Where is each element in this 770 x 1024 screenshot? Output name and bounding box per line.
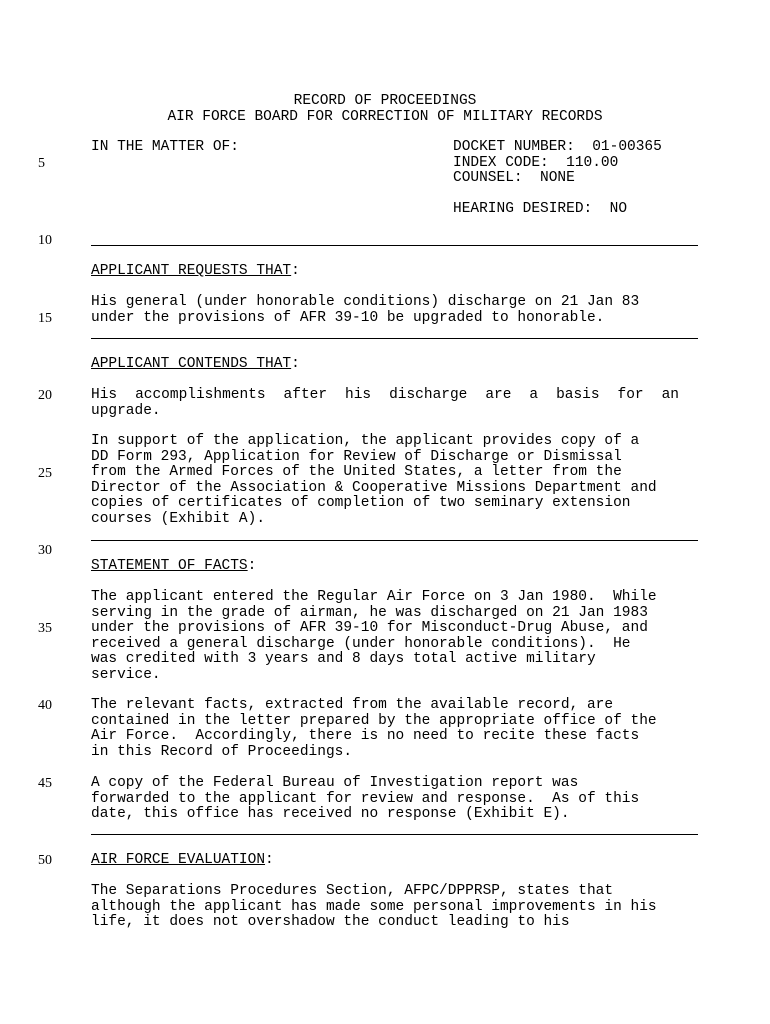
line-number: 30 [38, 543, 52, 558]
heading-colon: : [247, 558, 257, 574]
text-line: The applicant entered the Regular Air Force on 3 Jan 1980. While [91, 589, 657, 605]
text-line: His accomplishments after his discharge are a basis for an [91, 387, 679, 403]
docket-number: DOCKET NUMBER: 01-00365 [453, 139, 662, 155]
text-line: Director of the Association & Cooperative Missions Department and [91, 479, 657, 496]
text-line: The relevant facts, extracted from the available record, are [91, 697, 614, 713]
heading-text: STATEMENT OF FACTS [91, 558, 248, 574]
text-line: A copy of the Federal Bureau of Investigation report was [91, 775, 579, 791]
text-line: copies of certificates of completion of two seminary extension [91, 495, 631, 511]
heading-text: APPLICANT CONTENDS THAT [91, 356, 292, 372]
section-divider [91, 245, 698, 246]
section-divider [91, 834, 698, 835]
index-code: INDEX CODE: 110.00 [453, 154, 619, 171]
matter-label: IN THE MATTER OF: [91, 139, 239, 155]
line-number: 45 [38, 776, 52, 791]
line-number: 15 [38, 311, 52, 326]
heading-text: APPLICANT REQUESTS THAT [91, 263, 292, 279]
text-line: service. [91, 666, 161, 683]
hearing-desired: HEARING DESIRED: NO [453, 201, 628, 217]
heading-colon: : [291, 356, 300, 372]
line-number: 35 [38, 621, 52, 636]
counsel: COUNSEL: NONE [453, 170, 575, 186]
line-number: 5 [38, 156, 45, 171]
document-subtitle: AIR FORCE BOARD FOR CORRECTION OF MILITARY RECORDS [167, 108, 603, 125]
section-divider [91, 540, 698, 541]
text-line: courses (Exhibit A). [91, 510, 266, 527]
heading-colon: : [265, 852, 274, 868]
text-line: although the applicant has made some personal improvements in his [91, 898, 657, 915]
section-heading-facts [91, 559, 256, 575]
heading-colon: : [291, 263, 300, 279]
line-number: 50 [38, 853, 52, 868]
document-title: RECORD OF PROCEEDINGS [293, 93, 477, 109]
text-line: upgrade. [91, 402, 161, 419]
section-heading-contends [91, 357, 300, 373]
text-line: His general (under honorable conditions) discharge on 21 Jan 83 [91, 294, 640, 310]
text-line: serving in the grade of airman, he was discharged on 21 Jan 1983 [91, 604, 648, 621]
section-divider [91, 338, 698, 339]
text-line: under the provisions of AFR 39-10 be upgraded to honorable. [91, 309, 605, 326]
text-line: from the Armed Forces of the United States, a letter from the [91, 464, 622, 480]
line-number: 20 [38, 388, 52, 403]
text-line: date, this office has received no response (Exhibit E). [91, 806, 570, 822]
text-line: Air Force. Accordingly, there is no need to recite these facts [91, 728, 640, 744]
text-line: contained in the letter prepared by the appropriate office of the [91, 712, 657, 729]
text-line: In support of the application, the applicant provides copy of a [91, 433, 640, 449]
text-line: in this Record of Proceedings. [91, 743, 353, 760]
text-line: forwarded to the applicant for review and response. As of this [91, 790, 640, 807]
text-line: life, it does not overshadow the conduct leading to his [91, 914, 570, 930]
text-line: The Separations Procedures Section, AFPC/DPPRSP, states that [91, 883, 614, 899]
text-line: received a general discharge (under honorable conditions). He [91, 635, 631, 652]
line-number: 40 [38, 698, 52, 713]
line-number: 10 [38, 233, 52, 248]
text-line: DD Form 293, Application for Review of Discharge or Dismissal [91, 448, 622, 465]
line-number: 25 [38, 466, 52, 481]
heading-text: AIR FORCE EVALUATION [91, 852, 266, 868]
section-heading-requests [91, 264, 300, 280]
text-line: was credited with 3 years and 8 days total active military [91, 651, 596, 667]
section-heading-evaluation [91, 853, 274, 869]
text-line: under the provisions of AFR 39-10 for Misconduct-Drug Abuse, and [91, 620, 648, 636]
